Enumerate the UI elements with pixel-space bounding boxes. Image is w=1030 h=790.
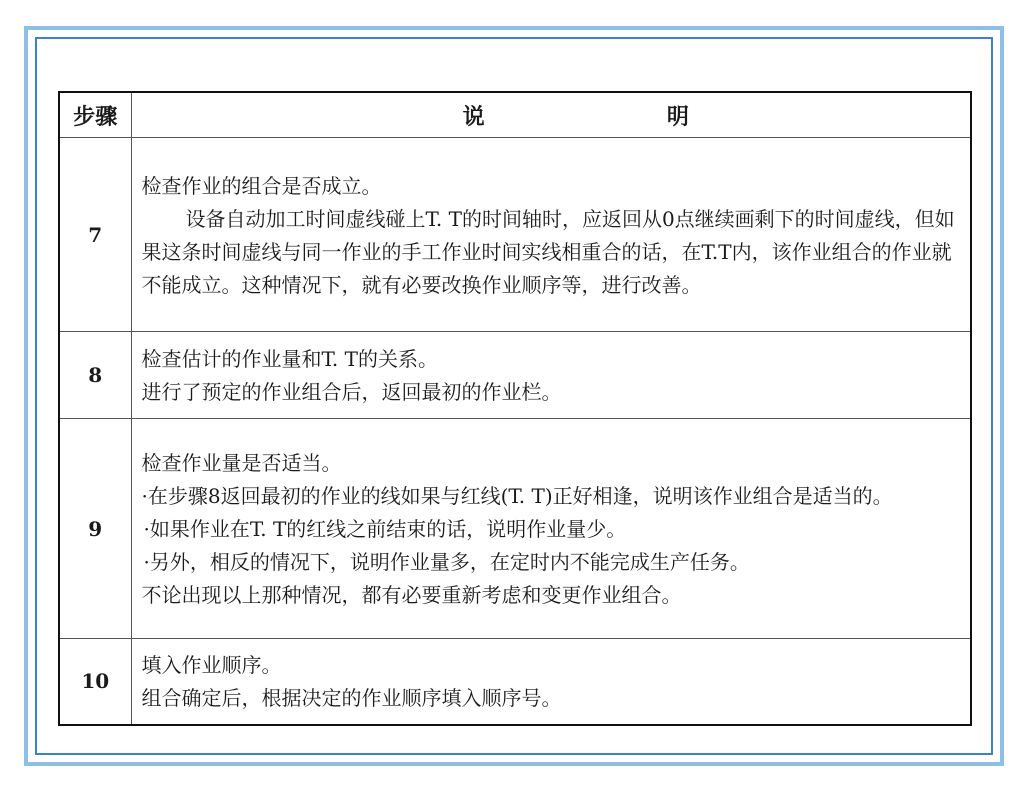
step-description (131, 639, 971, 725)
step-detail: 进行了预定的作业组合后，返回最初的作业栏。 (141, 380, 562, 404)
step-title: 填入作业顺序。 (141, 653, 282, 678)
header-desc-left: 说 (462, 103, 485, 130)
table-row-step-10 (59, 639, 971, 725)
steps-table (58, 91, 972, 726)
table-row-step-9 (59, 419, 971, 639)
step-description (131, 138, 971, 332)
step-detail: 组合确定后，根据决定的作业顺序填入顺序号。 (141, 686, 562, 711)
step-title: 检查估计的作业量和T. T的关系。 (141, 347, 438, 371)
step-number: 9 (59, 419, 131, 639)
step-number: 10 (59, 639, 131, 725)
step-description (131, 419, 971, 639)
bullet-item: ·在步骤8返回最初的作业的线如果与红线(T. T)正好相逢，说明该作业组合是适当的。 (141, 484, 893, 508)
header-desc-right: 明 (666, 103, 689, 130)
table-header-row (59, 92, 971, 138)
bullet-item: ·如果作业在T. T的红线之前结束的话，说明作业量少。 (143, 517, 627, 541)
table-row-step-7 (59, 138, 971, 332)
step-number: 8 (59, 332, 131, 419)
step-detail: 不论出现以上那种情况，都有必要重新考虑和变更作业组合。 (141, 583, 682, 607)
header-description (131, 92, 971, 138)
step-title: 检查作业量是否适当。 (141, 451, 342, 475)
table-row-step-8 (59, 332, 971, 419)
bullet-item: ·另外，相反的情况下，说明作业量多，在定时内不能完成生产任务。 (143, 550, 750, 574)
step-title: 检查作业的组合是否成立。 (141, 173, 382, 198)
step-number: 7 (59, 138, 131, 332)
step-detail: 设备自动加工时间虚线碰上T. T的时间轴时，应返回从0点继续画剩下的时间虚线，但如果这条时间虚线与同一作业的手工作业时间实线相重合的话，在T.T内，该作业组合的作业就不能成立。这种情况下，就有必要改换作业顺序等，进行改善。 (141, 206, 955, 297)
step-description (131, 332, 971, 419)
header-step: 步骤 (59, 92, 131, 138)
